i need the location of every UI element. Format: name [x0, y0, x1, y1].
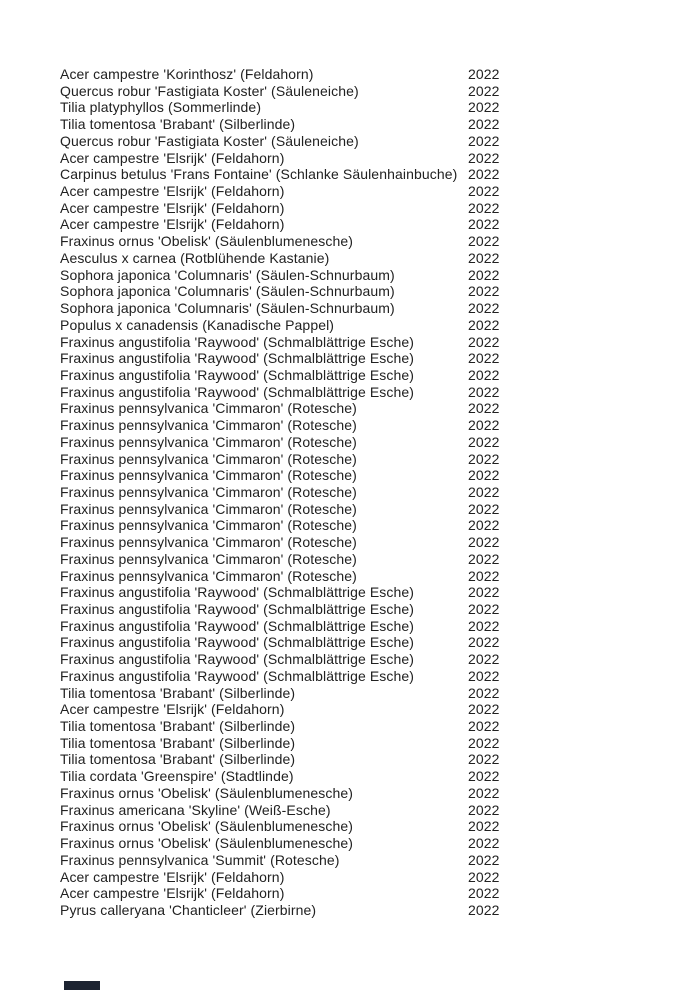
list-row	[0, 166, 700, 183]
list-row	[0, 501, 700, 518]
observation-year: 2022	[468, 835, 500, 852]
species-name: Fraxinus angustifolia 'Raywood' (Schmalblättrige Esche)	[60, 383, 415, 400]
list-row	[0, 685, 700, 702]
species-name: Fraxinus angustifolia 'Raywood' (Schmalblättrige Esche)	[60, 617, 415, 634]
list-row	[0, 200, 700, 217]
observation-year: 2022	[468, 768, 500, 785]
species-name: Fraxinus angustifolia 'Raywood' (Schmalblättrige Esche)	[60, 350, 415, 367]
observation-year: 2022	[468, 567, 500, 584]
observation-year: 2022	[468, 868, 500, 885]
species-name: Acer campestre 'Elsrijk' (Feldahorn)	[60, 149, 285, 166]
observation-year: 2022	[468, 266, 500, 283]
observation-year: 2022	[468, 350, 500, 367]
species-name: Tilia tomentosa 'Brabant' (Silberlinde)	[60, 718, 296, 735]
observation-year: 2022	[468, 116, 500, 133]
species-name: Fraxinus angustifolia 'Raywood' (Schmalblättrige Esche)	[60, 651, 415, 668]
species-name: Quercus robur 'Fastigiata Koster' (Säuleneiche)	[60, 132, 359, 149]
list-row	[0, 400, 700, 417]
list-row	[0, 233, 700, 250]
observation-year: 2022	[468, 500, 500, 517]
species-name: Tilia tomentosa 'Brabant' (Silberlinde)	[60, 734, 296, 751]
list-row	[0, 902, 700, 919]
species-name: Fraxinus ornus 'Obelisk' (Säulenblumenesche)	[60, 233, 353, 250]
observation-year: 2022	[468, 132, 500, 149]
observation-year: 2022	[468, 233, 500, 250]
species-name: Populus x canadensis (Kanadische Pappel)	[60, 316, 335, 333]
species-name: Fraxinus pennsylvanica 'Cimmaron' (Rotesche)	[60, 550, 357, 567]
observation-year: 2022	[468, 366, 500, 383]
observation-year: 2022	[468, 901, 500, 918]
list-row	[0, 701, 700, 718]
observation-year: 2022	[468, 300, 500, 317]
species-name: Acer campestre 'Elsrijk' (Feldahorn)	[60, 183, 285, 200]
list-row	[0, 99, 700, 116]
observation-year: 2022	[468, 467, 500, 484]
list-row	[0, 735, 700, 752]
species-name: Aesculus x carnea (Rotblühende Kastanie)	[60, 249, 330, 266]
list-row	[0, 869, 700, 886]
list-row	[0, 451, 700, 468]
species-name: Fraxinus angustifolia 'Raywood' (Schmalblättrige Esche)	[60, 634, 415, 651]
list-row	[0, 534, 700, 551]
species-name: Acer campestre 'Elsrijk' (Feldahorn)	[60, 868, 285, 885]
species-name: Tilia tomentosa 'Brabant' (Silberlinde)	[60, 684, 296, 701]
list-row	[0, 83, 700, 100]
species-name: Fraxinus pennsylvanica 'Cimmaron' (Rotesche)	[60, 450, 357, 467]
observation-year: 2022	[468, 517, 500, 534]
list-row	[0, 835, 700, 852]
species-name: Tilia cordata 'Greenspire' (Stadtlinde)	[60, 768, 294, 785]
list-row	[0, 785, 700, 802]
species-name: Fraxinus pennsylvanica 'Cimmaron' (Rotesche)	[60, 483, 357, 500]
species-name: Fraxinus pennsylvanica 'Cimmaron' (Rotesche)	[60, 534, 357, 551]
list-row	[0, 417, 700, 434]
species-name: Tilia tomentosa 'Brabant' (Silberlinde)	[60, 751, 296, 768]
species-name: Fraxinus ornus 'Obelisk' (Säulenblumenesche)	[60, 835, 353, 852]
species-name: Fraxinus pennsylvanica 'Cimmaron' (Rotesche)	[60, 567, 357, 584]
observation-year: 2022	[468, 66, 500, 82]
observation-year: 2022	[468, 601, 500, 617]
observation-year: 2022	[468, 801, 500, 818]
observation-year: 2022	[468, 383, 500, 400]
species-name: Acer campestre 'Korinthosz' (Feldahorn)	[60, 66, 314, 82]
observation-year: 2022	[468, 734, 500, 751]
species-name: Sophora japonica 'Columnaris' (Säulen-Schnurbaum)	[60, 300, 395, 317]
observation-year: 2022	[468, 667, 500, 684]
species-name: Fraxinus pennsylvanica 'Cimmaron' (Rotesche)	[60, 500, 357, 517]
partial-dark-bar	[64, 981, 100, 990]
observation-year: 2022	[468, 634, 500, 651]
observation-year: 2022	[468, 751, 500, 768]
observation-year: 2022	[468, 249, 500, 266]
species-name: Fraxinus pennsylvanica 'Summit' (Rotesche)	[60, 851, 340, 868]
species-name: Fraxinus angustifolia 'Raywood' (Schmalblättrige Esche)	[60, 366, 415, 383]
observation-year: 2022	[468, 183, 500, 200]
species-name: Pyrus calleryana 'Chanticleer' (Zierbirne)	[60, 901, 317, 918]
list-row	[0, 216, 700, 233]
observation-year: 2022	[468, 718, 500, 735]
list-row	[0, 768, 700, 785]
species-name: Tilia tomentosa 'Brabant' (Silberlinde)	[60, 116, 296, 133]
list-row	[0, 434, 700, 451]
list-row	[0, 668, 700, 685]
list-row	[0, 317, 700, 334]
observation-year: 2022	[468, 617, 500, 634]
observation-year: 2022	[468, 149, 500, 166]
list-row	[0, 300, 700, 317]
observation-year: 2022	[468, 684, 500, 701]
observation-year: 2022	[468, 417, 500, 434]
list-row	[0, 467, 700, 484]
species-list	[0, 66, 700, 919]
species-name: Fraxinus angustifolia 'Raywood' (Schmalblättrige Esche)	[60, 333, 415, 350]
list-row	[0, 718, 700, 735]
list-row	[0, 885, 700, 902]
observation-year: 2022	[468, 818, 500, 835]
list-row	[0, 183, 700, 200]
species-name: Sophora japonica 'Columnaris' (Säulen-Schnurbaum)	[60, 283, 395, 300]
list-row	[0, 334, 700, 351]
observation-year: 2022	[468, 99, 500, 116]
species-name: Carpinus betulus 'Frans Fontaine' (Schlanke Säulenhainbuche)	[60, 166, 458, 183]
species-name: Fraxinus americana 'Skyline' (Weiß-Esche)	[60, 801, 331, 818]
observation-year: 2022	[468, 216, 500, 233]
species-name: Fraxinus pennsylvanica 'Cimmaron' (Rotesche)	[60, 400, 357, 417]
list-row	[0, 384, 700, 401]
observation-year: 2022	[468, 534, 500, 551]
species-name: Fraxinus ornus 'Obelisk' (Säulenblumenesche)	[60, 784, 353, 801]
observation-year: 2022	[468, 333, 500, 350]
observation-year: 2022	[468, 701, 500, 718]
observation-year: 2022	[468, 851, 500, 868]
list-row	[0, 584, 700, 601]
species-name: Fraxinus angustifolia 'Raywood' (Schmalblättrige Esche)	[60, 667, 415, 684]
list-row	[0, 116, 700, 133]
list-row	[0, 150, 700, 167]
list-row	[0, 634, 700, 651]
species-name: Fraxinus pennsylvanica 'Cimmaron' (Rotesche)	[60, 433, 357, 450]
list-row	[0, 551, 700, 568]
species-name: Fraxinus angustifolia 'Raywood' (Schmalblättrige Esche)	[60, 601, 415, 617]
species-name: Tilia platyphyllos (Sommerlinde)	[60, 99, 262, 116]
list-row	[0, 267, 700, 284]
observation-year: 2022	[468, 784, 500, 801]
observation-year: 2022	[468, 450, 500, 467]
species-name: Acer campestre 'Elsrijk' (Feldahorn)	[60, 199, 285, 216]
observation-year: 2022	[468, 199, 500, 216]
list-row	[0, 802, 700, 819]
observation-year: 2022	[468, 550, 500, 567]
species-name: Fraxinus pennsylvanica 'Cimmaron' (Rotesche)	[60, 467, 357, 484]
observation-year: 2022	[468, 885, 500, 902]
observation-year: 2022	[468, 433, 500, 450]
species-name: Acer campestre 'Elsrijk' (Feldahorn)	[60, 701, 285, 718]
list-row	[0, 568, 700, 585]
list-row	[0, 350, 700, 367]
list-row	[0, 601, 700, 618]
species-name: Acer campestre 'Elsrijk' (Feldahorn)	[60, 885, 285, 902]
observation-year: 2022	[468, 584, 500, 601]
species-name: Fraxinus angustifolia 'Raywood' (Schmalblättrige Esche)	[60, 584, 415, 601]
list-row	[0, 283, 700, 300]
observation-year: 2022	[468, 316, 500, 333]
species-name: Sophora japonica 'Columnaris' (Säulen-Schnurbaum)	[60, 266, 395, 283]
observation-year: 2022	[468, 283, 500, 300]
list-row	[0, 133, 700, 150]
species-name: Fraxinus pennsylvanica 'Cimmaron' (Rotesche)	[60, 517, 357, 534]
list-row	[0, 651, 700, 668]
observation-year: 2022	[468, 651, 500, 668]
list-row	[0, 517, 700, 534]
list-row	[0, 484, 700, 501]
list-row	[0, 751, 700, 768]
list-row	[0, 250, 700, 267]
observation-year: 2022	[468, 82, 500, 99]
species-name: Fraxinus ornus 'Obelisk' (Säulenblumenesche)	[60, 818, 353, 835]
observation-year: 2022	[468, 166, 500, 183]
list-row	[0, 66, 700, 83]
observation-year: 2022	[468, 400, 500, 417]
observation-year: 2022	[468, 483, 500, 500]
species-name: Fraxinus pennsylvanica 'Cimmaron' (Rotesche)	[60, 417, 357, 434]
list-row	[0, 618, 700, 635]
species-name: Quercus robur 'Fastigiata Koster' (Säuleneiche)	[60, 82, 359, 99]
species-name: Acer campestre 'Elsrijk' (Feldahorn)	[60, 216, 285, 233]
list-row	[0, 367, 700, 384]
list-row	[0, 818, 700, 835]
list-row	[0, 852, 700, 869]
